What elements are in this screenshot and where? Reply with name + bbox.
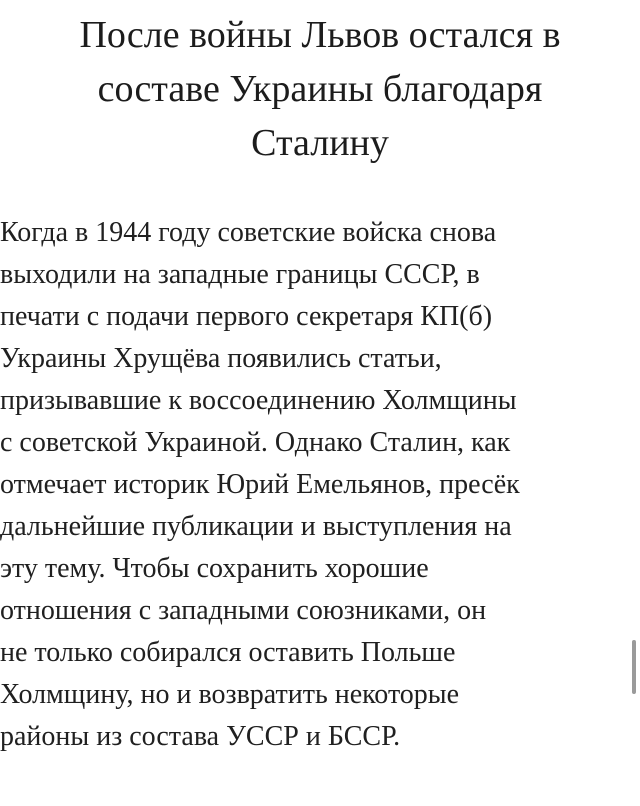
paragraph-line: отношения с западными союзниками, он [0, 595, 487, 626]
paragraph-line: Холмщину, но и возвратить некоторые [0, 679, 460, 710]
paragraph-line: печати с подачи первого секретаря КП(б) [0, 301, 493, 332]
paragraph-line: с советской Украиной. Однако Сталин, как [0, 427, 511, 458]
title-line: После войны Львов остался в [79, 14, 561, 56]
title-line: Сталину [251, 122, 389, 164]
paragraph-line: призывавшие к воссоединению Холмщины [0, 385, 517, 416]
title-line: составе Украины благодаря [97, 68, 543, 110]
article-title [0, 8, 640, 170]
paragraph-line: эту тему. Чтобы сохранить хорошие [0, 553, 429, 584]
paragraph-line: дальнейшие публикации и выступления на [0, 511, 512, 542]
paragraph-line: отмечает историк Юрий Емельянов, пресёк [0, 469, 520, 500]
article-paragraph [0, 212, 640, 758]
paragraph-line: районы из состава УССР и БССР. [0, 721, 401, 752]
scrollbar-thumb[interactable] [632, 640, 636, 694]
paragraph-line: Украины Хрущёва появились статьи, [0, 343, 442, 374]
paragraph-line: Когда в 1944 году советские войска снова [0, 217, 497, 248]
paragraph-line: выходили на западные границы СССР, в [0, 259, 480, 290]
paragraph-line: не только собирался оставить Польше [0, 637, 456, 668]
